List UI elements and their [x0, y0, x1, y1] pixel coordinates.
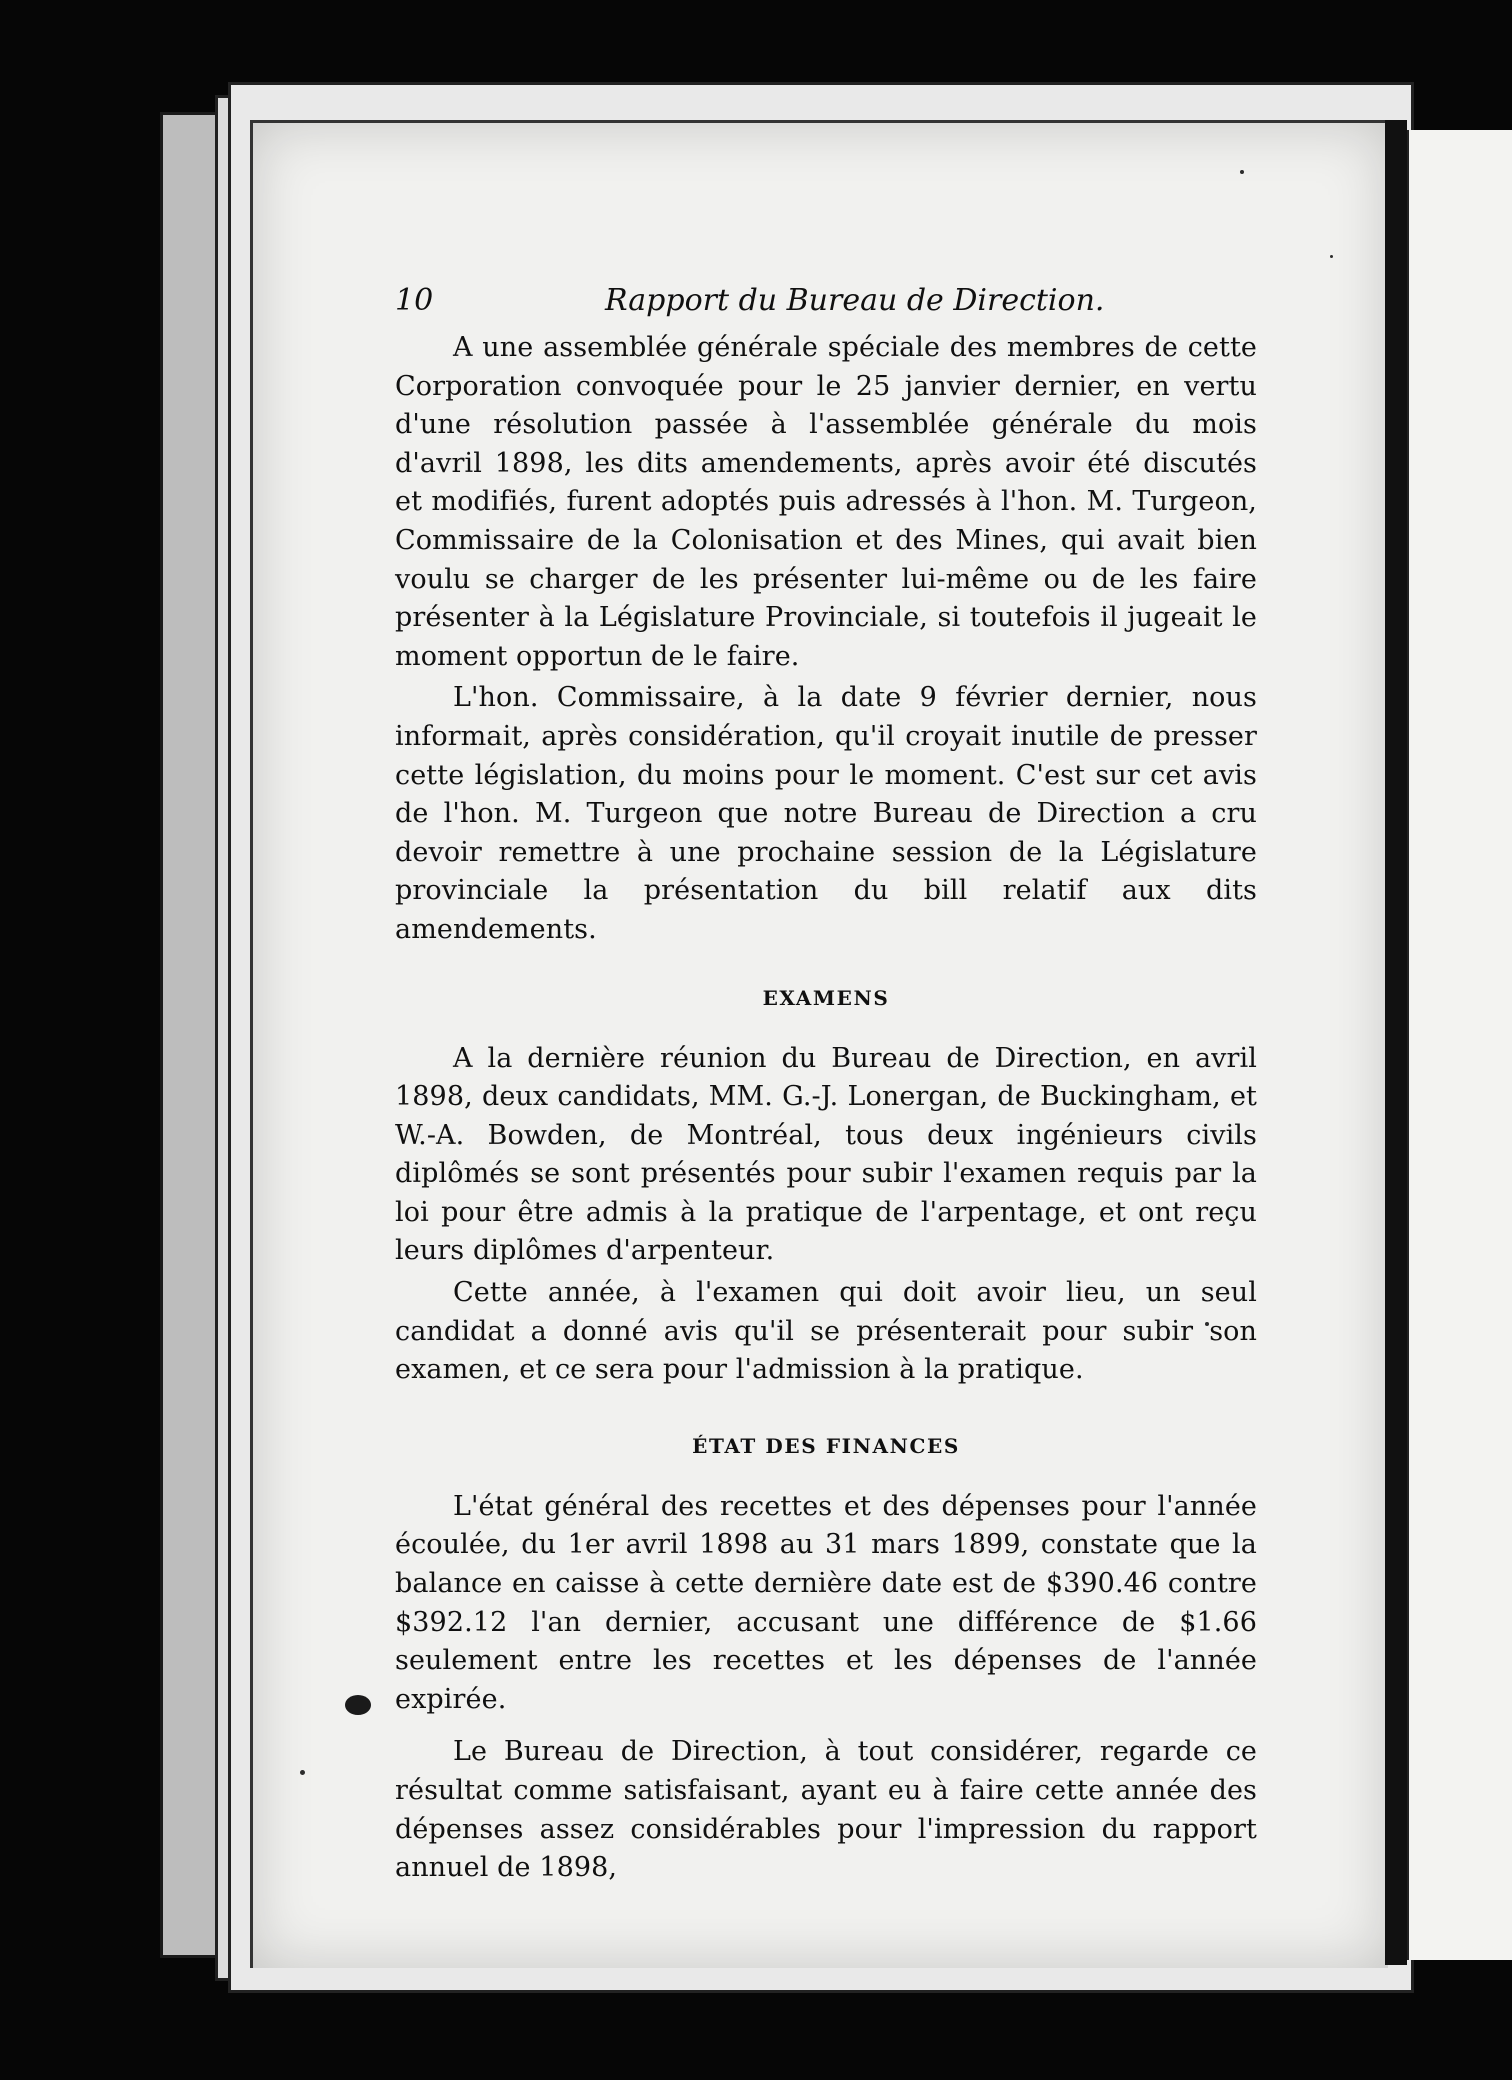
section-heading-examens: EXAMENS: [762, 985, 890, 1010]
paragraph-etat-general: L'état général des recettes et des dépenses pour l'année écoulée, du 1er avril 1898 au 31 mars 1899, constate que la balance en caisse à cette dernière date est de $390.46 contre $392.12 l'an dernier, accusant une différence de $1.66 seulement entre les recettes et les dépenses de l'année expirée.: [395, 1490, 1257, 1715]
page-text-block: [395, 275, 1257, 1888]
paragraph-resultat: Le Bureau de Direction, à tout considérer, regarde ce résultat comme satisfaisant, ayant eu à faire cette année des dépenses assez considérables pour l'impression du rapport annuel de 1898,: [395, 1736, 1257, 1884]
running-header: [395, 275, 1257, 325]
page-number: 10: [395, 283, 434, 318]
facing-page-edge: [1407, 130, 1512, 1960]
ink-blot: [345, 1695, 371, 1715]
dust-speck: [1330, 255, 1333, 258]
dust-speck: [1240, 170, 1244, 174]
dust-speck: [300, 1770, 305, 1775]
paragraph-candidats: A la dernière réunion du Bureau de Direction, en avril 1898, deux candidats, MM. G.-J. Lonergan, de Buckingham, et W.-A. Bowden, de Montréal, tous deux ingénieurs civils diplômés se sont présentés pour subir l'examen requis par la loi pour être admis à la pratique de l'arpentage, et ont reçu leurs diplômes d'arpenteur.: [395, 1042, 1257, 1267]
paragraph-assemblee: A une assemblée générale spéciale des membres de cette Corporation convoquée pour le 25 janvier dernier, en vertu d'une résolution passée à l'assemblée générale du mois d'avril 1898, les dits amendements, après avoir été discutés et modifiés, furent adoptés puis adressés à l'hon. M. Turgeon, Commissaire de la Colonisation et des Mines, qui avait bien voulu se charger de les présenter lui-même ou de les faire présenter à la Législature Provinciale, si toutefois il jugeait le moment opportun de le faire.: [395, 332, 1257, 672]
paragraph-examen-annee: Cette année, à l'examen qui doit avoir lieu, un seul candidat a donné avis qu'il se présenterait pour subir son examen, et ce sera pour l'admission à la pratique.: [395, 1277, 1257, 1386]
book-spine-gutter: [1385, 120, 1407, 1965]
paragraph-commissaire: L'hon. Commissaire, à la date 9 février dernier, nous informait, après considération, qu'il croyait inutile de presser cette législation, du moins pour le moment. C'est sur cet avis de l'hon. M. Turgeon que notre Bureau de Direction a cru devoir remettre à une prochaine session de la Législature provinciale la présentation du bill relatif aux dits amendements.: [395, 682, 1257, 945]
running-title: Rapport du Bureau de Direction.: [605, 283, 1105, 318]
section-heading-finances: ÉTAT DES FINANCES: [692, 1433, 960, 1458]
